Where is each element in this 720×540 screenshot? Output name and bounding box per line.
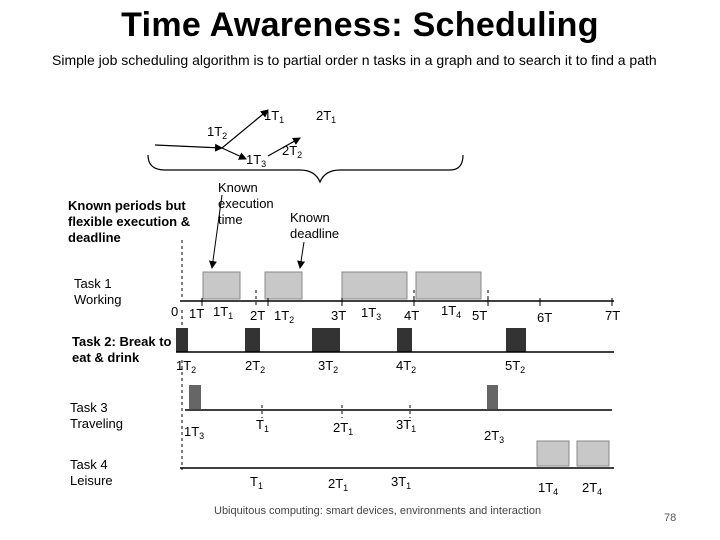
slide-footer: Ubiquitous computing: smart devices, environments and interaction: [214, 505, 542, 517]
task4-instance: $2T_4$: [582, 480, 603, 497]
task1-bar: [342, 272, 407, 299]
task1-tick-label: 1T: [189, 306, 205, 321]
graph-node-1T1: $1T_1$: [264, 108, 285, 125]
graph-edge: [155, 145, 222, 148]
task1-bar: [416, 272, 481, 299]
curly-brace: [148, 155, 463, 182]
task3-bar: [189, 385, 201, 409]
task1-tick-label: 5T: [472, 308, 488, 323]
task4-label: Task 4 Leisure: [70, 457, 113, 488]
task1-bar: [265, 272, 302, 299]
task2-label: Task 2: Break to eat & drink: [72, 334, 172, 365]
known-periods-note: Known periods but flexible execution & deadline: [68, 198, 191, 245]
task3-instance: $2T_3$: [484, 428, 505, 445]
task2-bar: [312, 328, 340, 352]
task4-instance: $3T_1$: [391, 474, 412, 491]
task4-instance: $2T_1$: [328, 476, 349, 493]
task2-instance: $5T_2$: [505, 358, 526, 375]
graph-node-2T2: $2T_2$: [282, 143, 303, 160]
task3-instance: $3T_1$: [396, 417, 417, 434]
graph-edge: [222, 148, 246, 159]
task1-instance: $1T_2$: [274, 308, 295, 325]
task1-tick-label: 6T: [537, 310, 553, 325]
known-execution-time-note: Known execution time: [218, 180, 274, 227]
task4-instance: $1T_4$: [538, 480, 559, 497]
task2-instance: $1T_2$: [176, 358, 197, 375]
task3-row: [185, 385, 612, 410]
task2-instance: $2T_2$: [245, 358, 266, 375]
task2-bar: [176, 328, 188, 352]
page-number: 78: [664, 512, 677, 524]
task2-bar: [506, 328, 526, 352]
task2-instance: $4T_2$: [396, 358, 417, 375]
slide-title: Time Awareness: Scheduling: [121, 6, 599, 44]
task1-tick-label: 2T: [250, 308, 266, 323]
known-deadline-note: Known deadline: [290, 210, 340, 241]
task3-bar: [487, 385, 498, 409]
graph-edge: [222, 110, 268, 148]
task2-instance: $3T_2$: [318, 358, 339, 375]
task2-bar: [245, 328, 260, 352]
task3-instance: $2T_1$: [333, 420, 354, 437]
task3-label: Task 3 Traveling: [70, 400, 123, 431]
task1-tick-label: 3T: [331, 308, 347, 323]
slide-subtitle: Simple job scheduling algorithm is to partial order n tasks in a graph and to search it to find a path: [52, 52, 657, 68]
task3-instance: $1T_3$: [184, 424, 205, 441]
task1-label: Task 1 Working: [74, 276, 122, 307]
annotation-arrow: [300, 242, 304, 268]
task4-bar: [577, 441, 609, 466]
task1-instance: $1T_4$: [441, 303, 462, 320]
task1-tick-label: 7T: [605, 308, 621, 323]
task4-row: [180, 441, 614, 468]
graph-node-1T2: $1T_2$: [207, 124, 228, 141]
task1-bar: [203, 272, 240, 299]
task1-row: [180, 272, 614, 306]
task1-zero: 0: [171, 304, 179, 319]
task2-row: [176, 328, 614, 352]
task1-instance: $1T_3$: [361, 305, 382, 322]
task2-bar: [397, 328, 412, 352]
task4-bar: [537, 441, 569, 466]
graph-node-2T1: $2T_1$: [316, 108, 337, 125]
task4-instance: $T_1$: [250, 474, 263, 491]
task1-tick-label: 4T: [404, 308, 420, 323]
task3-instance: $T_1$: [256, 417, 269, 434]
task1-instance: $1T_1$: [213, 304, 234, 321]
graph-node-1T3: $1T_3$: [246, 152, 267, 169]
